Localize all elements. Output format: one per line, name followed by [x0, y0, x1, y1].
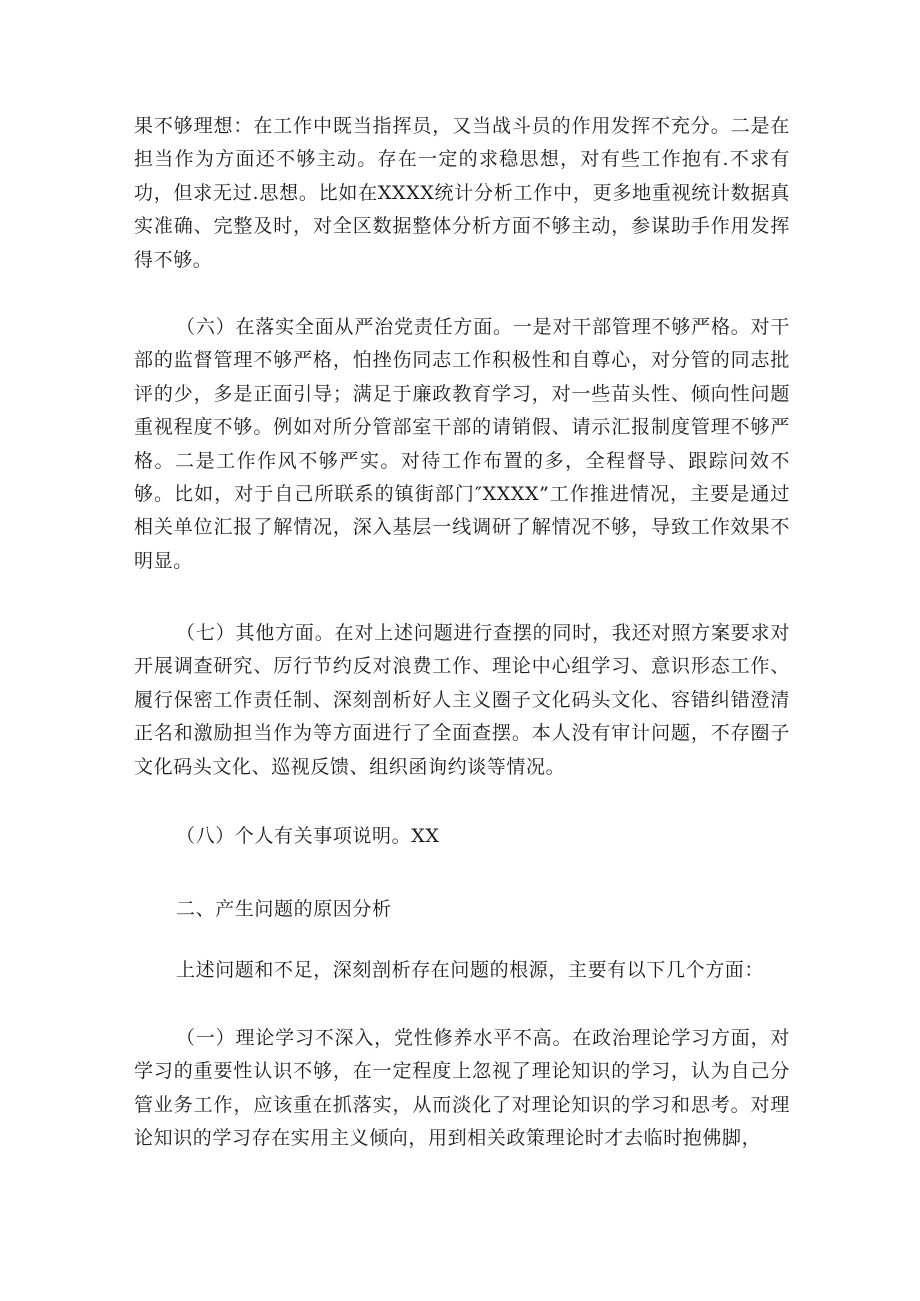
section-heading-causes: 二、产生问题的原因分析: [176, 898, 392, 920]
paragraph-continuation: 果不够理想：在工作中既当指挥员，又当战斗员的作用发挥不充分。二是在担当作为方面还不够主动。存在一定的求稳思想，对有些工作抱有.不求有功，但求无过.思想。比如在XXXX统计分析工作中，更多地重视统计数据真实准确、完整及时，对全区数据整体分析方面不够主动，参谋助手作用发挥得不够。: [134, 115, 790, 271]
paragraph-intro: 上述问题和不足，深刻剖析存在问题的根源，主要有以下几个方面：: [176, 959, 765, 981]
paragraph-section-eight: （八）个人有关事项说明。XX: [176, 825, 440, 847]
paragraph-section-six: （六）在落实全面从严治党责任方面。一是对干部管理不够严格。对干部的监督管理不够严格，怕挫伤同志工作积极性和自尊心，对分管的同志批评的少，多是正面引导；满足于廉政教育学习，对一些苗头性、倾向性问题重视程度不够。例如对所分管部室干部的请销假、请示汇报制度管理不够严格。二是工作作风不够严实。对待工作布置的多，全程督导、跟踪问效不够。比如，对于自己所联系的镇街部门″XXXX”工作推进情况，主要是通过相关单位汇报了解情况，深入基层一线调研了解情况不够，导致工作效果不明显。: [134, 316, 790, 572]
paragraph-section-seven: （七）其他方面。在对上述问题进行查摆的同时，我还对照方案要求对开展调查研究、厉行节约反对浪费工作、理论中心组学习、意识形态工作、履行保密工作责任制、深刻剖析好人主义圈子文化码头文化、容错纠错澄清正名和激励担当作为等方面进行了全面查摆。本人没有审计问题，不存圈子文化码头文化、巡视反馈、组织函询约谈等情况。: [134, 622, 790, 778]
paragraph-cause-one: （一）理论学习不深入，党性修养水平不高。在政治理论学习方面，对学习的重要性认识不够，在一定程度上忽视了理论知识的学习，认为自己分管业务工作，应该重在抓落实，从而淡化了对理论知识的学习和思考。对理论知识的学习存在实用主义倾向，用到相关政策理论时才去临时抱佛脚，: [134, 1027, 790, 1150]
